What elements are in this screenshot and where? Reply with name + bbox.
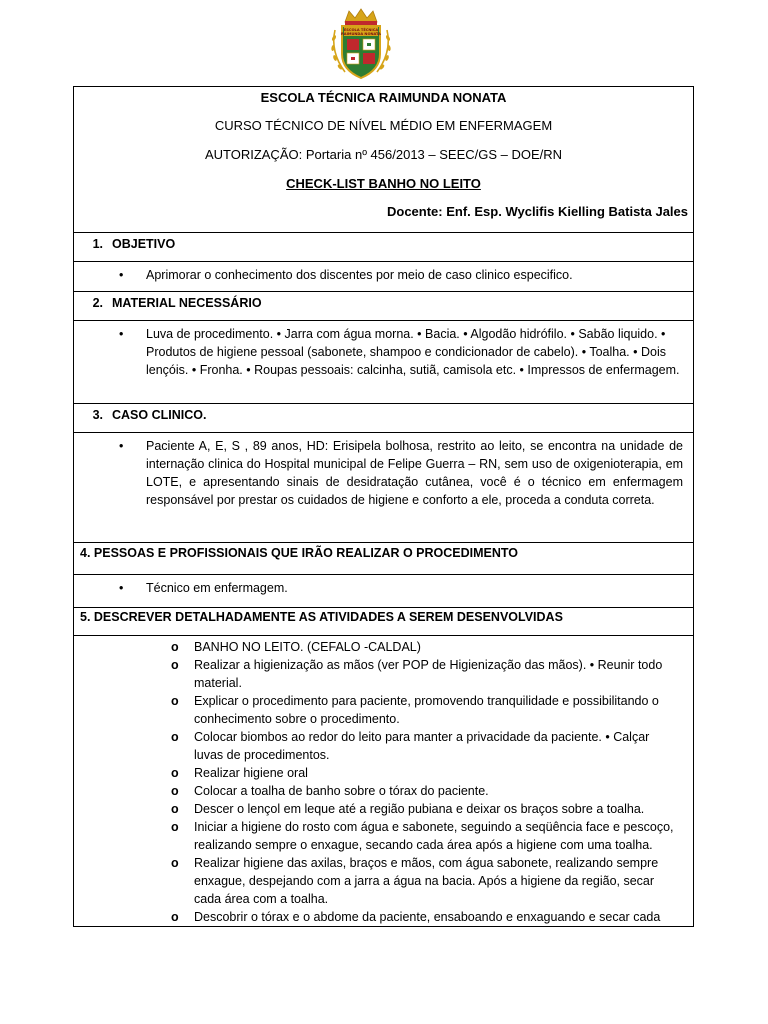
list-item (74, 325, 693, 379)
section-title: 5. DESCREVER DETALHADAMENTE AS ATIVIDADES A SEREM DESENVOLVIDAS (80, 610, 563, 624)
school-logo (327, 8, 395, 82)
section-heading-pessoas (74, 543, 693, 575)
authorization (74, 147, 693, 162)
section-title: OBJETIVO (112, 237, 176, 251)
activity-item (171, 638, 679, 656)
section-body-objetivo (74, 262, 693, 292)
school-name: ESCOLA TÉCNICA RAIMUNDA NONATA (260, 90, 507, 105)
activities-list (74, 636, 693, 926)
list-marker-icon: o (171, 856, 179, 870)
activity-text: Descer o lençol em leque até a região pubiana e deixar os braços sobre a toalha. (194, 802, 645, 816)
activity-item (171, 818, 679, 854)
section-body-material (74, 321, 693, 404)
activity-item (171, 764, 679, 782)
section-body-caso-clinico (74, 433, 693, 543)
caso-clinico-text: Paciente A, E, S , 89 anos, HD: Erisipela bolhosa, restrito ao leito, se encontra na unidade de internação clinica do Hospital municipal de Felipe Guerra – RN, sem uso de oxigenioterapia, em LOTE, e apresentando sinais de desidratação cutânea, você é o técnico em enfermagem responsável por prestar os cuidados de higiene e conforto a ele, proceda a conduta correta. (146, 439, 683, 507)
activity-text: BANHO NO LEITO. (CEFALO -CALDAL) (194, 640, 421, 654)
list-marker-icon: o (171, 730, 179, 744)
section-number: 3. (92, 408, 103, 422)
activity-item (171, 656, 679, 692)
list-item (74, 579, 693, 597)
authorization-value: Portaria nº 456/2013 – SEEC/GS – DOE/RN (302, 147, 563, 162)
section-title: MATERIAL NECESSÁRIO (112, 296, 262, 310)
authorization-label: AUTORIZAÇÃO: (204, 147, 303, 162)
list-marker-icon: o (171, 802, 179, 816)
section-heading-material (74, 292, 693, 321)
crown-icon (345, 9, 377, 22)
section-heading-objetivo (74, 233, 693, 262)
list-marker-icon: o (171, 640, 179, 654)
logo-text-bottom: RAIMUNDA NONATA (341, 32, 381, 36)
list-marker-icon: o (171, 910, 179, 924)
activity-item (171, 728, 679, 764)
activity-text: Colocar a toalha de banho sobre o tórax do paciente. (194, 784, 489, 798)
list-marker-icon: o (171, 820, 179, 834)
activity-text: Iniciar a higiene do rosto com água e sabonete, seguindo a seqüência face e pescoço, realizando sempre o enxague, secando cada área após a higiene com uma toalha. (194, 820, 674, 852)
docente-name: Docente: Enf. Esp. Wyclifis Kielling Batista Jales (386, 204, 688, 219)
section-title: 4. PESSOAS E PROFISSIONAIS QUE IRÃO REALIZAR O PROCEDIMENTO (80, 546, 519, 560)
bullet-icon: • (119, 439, 124, 453)
checklist-table (73, 86, 694, 927)
material-text: Luva de procedimento. • Jarra com água morna. • Bacia. • Algodão hidrófilo. • Sabão liquido. • Produtos de higiene pessoal (sabonete, shampoo e condicionador de cabelo). • Toalha. • Dois lençóis. • Fronha. • Roupas pessoais: calcinha, sutiã, camisola etc. • Impressos de enfermagem. (146, 327, 680, 377)
section-body-pessoas (74, 575, 693, 608)
bullet-icon: • (119, 268, 124, 282)
list-marker-icon: o (171, 766, 179, 780)
list-marker-icon: o (171, 784, 179, 798)
course-name: CURSO TÉCNICO DE NÍVEL MÉDIO EM ENFERMAGEM (214, 118, 553, 133)
section-heading-atividades (74, 608, 693, 636)
list-marker-icon: o (171, 694, 179, 708)
bullet-icon: • (119, 581, 124, 595)
activity-item (171, 782, 679, 800)
activity-item (171, 692, 679, 728)
activity-item (171, 800, 679, 818)
activity-item (171, 854, 679, 908)
pessoas-text: Técnico em enfermagem. (146, 581, 288, 595)
list-item (74, 437, 693, 509)
logo-text-top: ESCOLA TÉCNICA (343, 28, 379, 32)
activity-text: Descobrir o tórax e o abdome da paciente, ensaboando e enxaguando e secar cada (194, 910, 661, 924)
bullet-icon: • (119, 327, 124, 341)
activity-text: Colocar biombos ao redor do leito para manter a privacidade da paciente. • Calçar luvas de procedimentos. (194, 730, 650, 762)
activity-text: Realizar a higienização as mãos (ver POP de Higienização das mãos). • Reunir todo material. (194, 658, 663, 690)
section-title: CASO CLINICO. (112, 408, 207, 422)
document-header (74, 87, 693, 233)
activity-text: Explicar o procedimento para paciente, promovendo tranquilidade e possibilitando o conhecimento sobre o procedimento. (194, 694, 659, 726)
activity-item (171, 908, 679, 926)
checklist-title: CHECK-LIST BANHO NO LEITO (286, 176, 481, 191)
activity-text: Realizar higiene das axilas, braços e mãos, com água sabonete, realizando sempre enxague, despejando com a jarra a água na bacia. Após a higiene da região, secar cada área com a toalha. (194, 856, 659, 906)
objetivo-text: Aprimorar o conhecimento dos discentes por meio de caso clinico especifico. (146, 268, 573, 282)
list-item (74, 266, 693, 284)
section-number: 2. (92, 296, 103, 310)
section-number: 1. (92, 237, 103, 251)
activity-text: Realizar higiene oral (194, 766, 308, 780)
section-heading-caso-clinico (74, 404, 693, 433)
list-marker-icon: o (171, 658, 179, 672)
